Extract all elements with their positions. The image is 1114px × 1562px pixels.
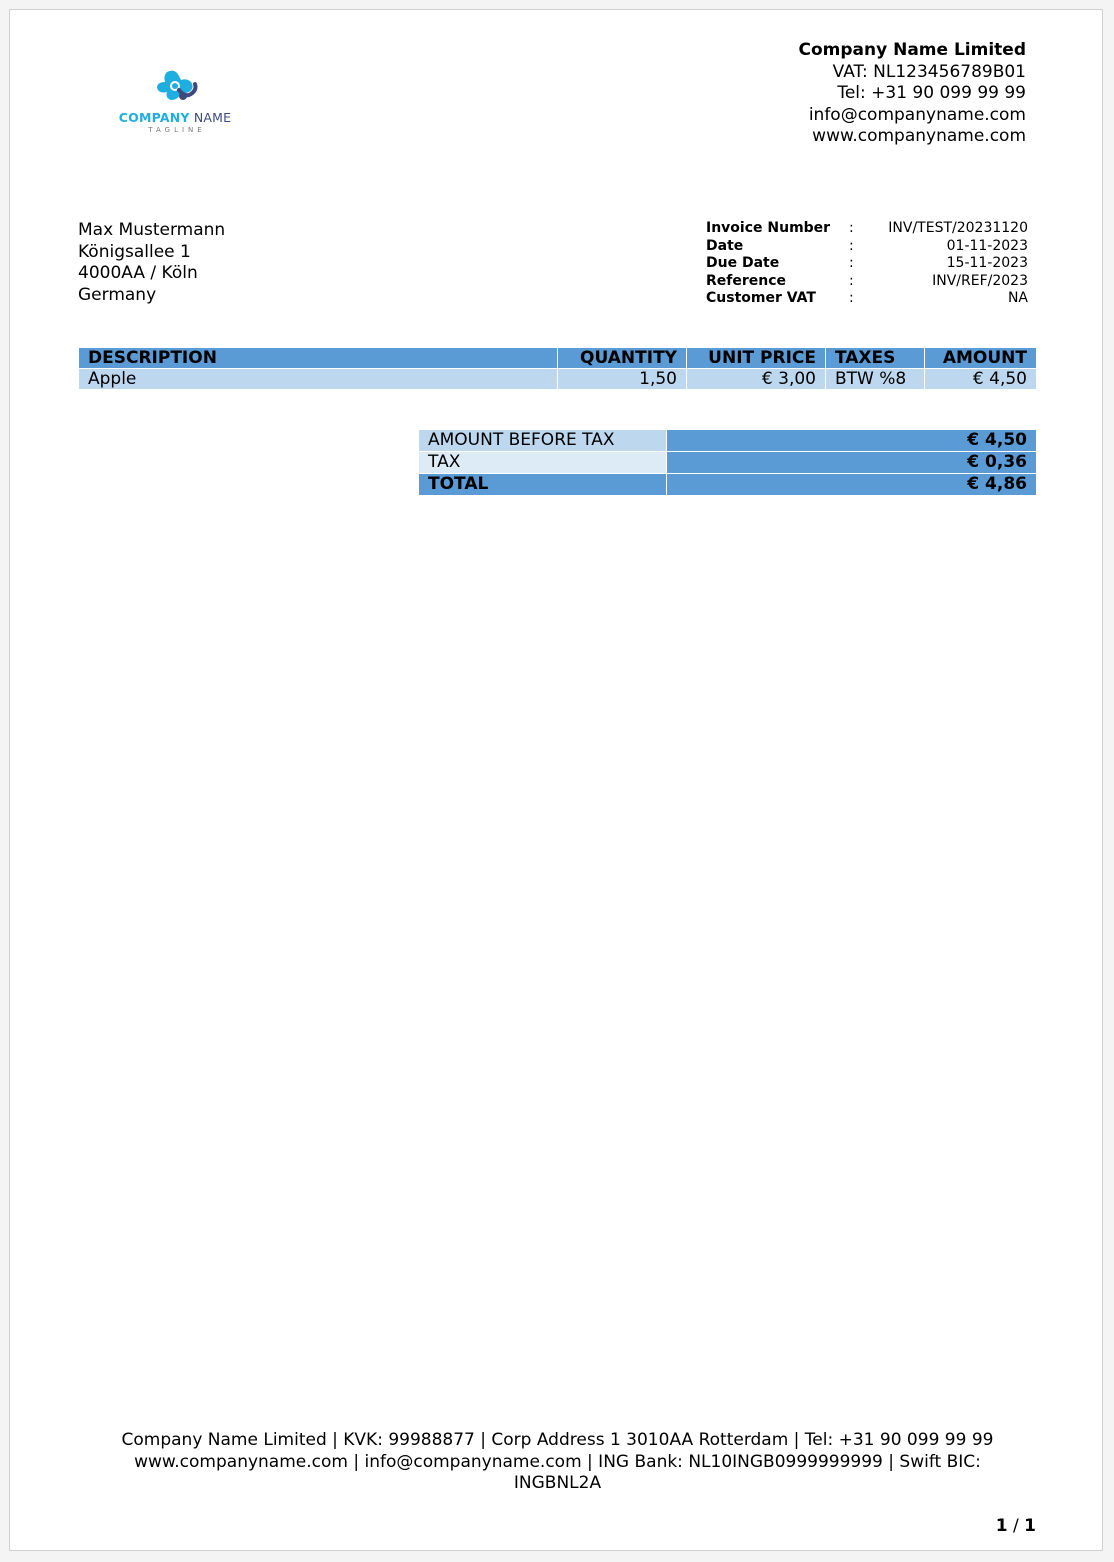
totals-label: AMOUNT BEFORE TAX [419,430,667,452]
meta-row-reference [706,273,1028,291]
cell-taxes: BTW %8 [826,369,925,390]
header-amount: AMOUNT [925,348,1037,369]
totals-value: € 0,36 [667,452,1037,474]
meta-row-customer-vat [706,290,1028,308]
totals-row-total [419,474,1037,496]
header-taxes: TAXES [826,348,925,369]
cell-description: Apple [79,369,558,390]
meta-label: Invoice Number [706,220,831,236]
page-sep: / [1007,1516,1025,1536]
meta-row-due-date [706,255,1028,273]
totals-table [418,429,1037,496]
meta-label: Date [706,237,744,254]
meta-value: NA [1007,290,1028,306]
cell-unit-price: € 3,00 [687,369,826,390]
logo-tagline: TAGLINE [148,126,206,134]
logo-company-name [110,110,240,125]
footer-line-3: INGBNL2A [513,1473,602,1493]
meta-value: 15-11-2023 [946,255,1028,271]
header-quantity: QUANTITY [558,348,687,369]
totals-value: € 4,50 [667,430,1037,452]
logo-mark-icon [145,68,205,108]
page-current: 1 [995,1516,1008,1536]
meta-colon: : [849,272,854,289]
footer-line-2: www.companyname.com | info@companyname.com | ING Bank: NL10INGB0999999999 | Swift BIC: [134,1451,981,1472]
logo-name-part2: NAME [189,110,232,125]
customer-city: 4000AA / Köln [78,263,198,283]
cell-quantity: 1,50 [558,369,687,390]
totals-label: TOTAL [419,474,667,496]
totals-row-before-tax [419,430,1037,452]
meta-colon: : [849,255,854,271]
meta-colon: : [849,220,854,236]
line-items-header [79,348,1037,369]
company-info [799,40,1027,148]
totals-row-tax [419,452,1037,474]
page-footer [70,1430,1045,1495]
logo-name-part1: COMPANY [118,110,190,125]
page-total: 1 [1024,1516,1036,1536]
meta-label: Customer VAT [706,290,816,306]
meta-value: 01-11-2023 [946,237,1028,254]
company-web: www.companyname.com [812,126,1026,146]
table-row [79,369,1037,390]
totals-value: € 4,86 [667,474,1037,496]
cell-amount: € 4,50 [925,369,1037,390]
page-number [996,1516,1036,1536]
meta-label: Due Date [706,255,780,271]
footer-line-1: Company Name Limited | KVK: 99988877 | Corp Address 1 3010AA Rotterdam | Tel: +31 90 099 99 99 [121,1430,994,1450]
customer-country: Germany [78,284,157,305]
invoice-page [9,9,1103,1551]
meta-label: Reference [706,272,787,289]
customer-street: Königsallee 1 [78,241,191,262]
meta-row-date [706,238,1028,256]
meta-value: INV/REF/2023 [932,272,1028,289]
company-tel: Tel: +31 90 099 99 99 [837,83,1026,103]
meta-value: INV/TEST/20231120 [888,220,1028,236]
company-email: info@companyname.com [808,104,1026,125]
header-description: DESCRIPTION [79,348,558,369]
company-name: Company Name Limited [798,40,1026,60]
company-vat: VAT: NL123456789B01 [832,61,1026,82]
company-logo [110,68,240,134]
customer-name: Max Mustermann [78,220,226,240]
customer-address [78,220,225,306]
invoice-meta [706,220,1028,308]
header-unit-price: UNIT PRICE [687,348,826,369]
meta-colon: : [849,237,854,254]
totals-label: TAX [419,452,667,474]
meta-colon: : [849,290,854,306]
line-items-table [78,347,1037,390]
meta-row-invoice-number [706,220,1028,238]
